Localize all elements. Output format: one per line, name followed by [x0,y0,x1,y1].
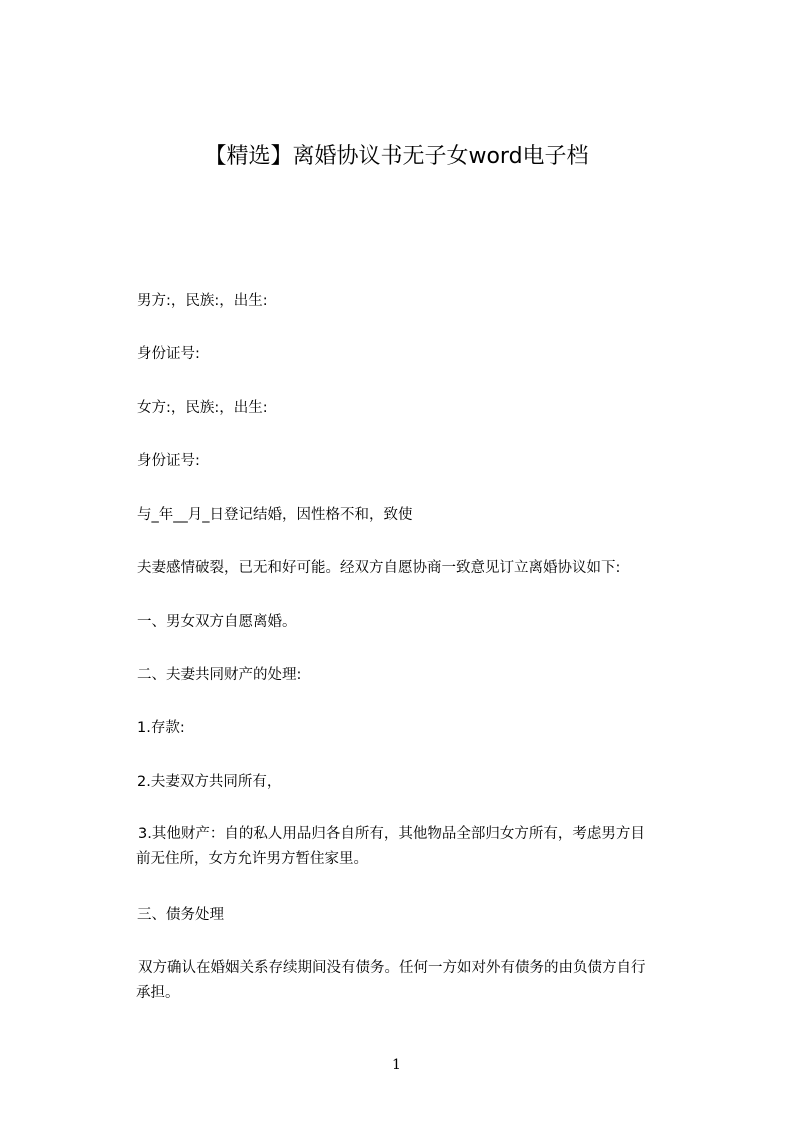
item-other-property-line2: 前无住所，女方允许男方暂住家里。 [136,851,368,867]
item-other-property-line1: 3.其他财产：自的私人用品归各自所有，其他物品全部归女方所有，考虑男方目 [138,826,645,842]
paragraph-marriage-date: 与_年__月_日登记结婚，因性格不和，致使 [137,507,413,523]
paragraph-item-shared: 2.夫妻双方共同所有， [137,774,282,790]
paragraph-relationship: 夫妻感情破裂，已无和好可能。经双方自愿协商一致意见订立离婚协议如下: [137,560,621,576]
document-title: 【精选】离婚协议书无子女word电子档 [204,144,589,169]
paragraph-item-other-property [133,824,703,874]
paragraph-clause-one: 一、男女双方自愿离婚。 [137,614,297,630]
debt-line2: 承担。 [136,985,180,1001]
page-number: 1 [392,1057,401,1073]
paragraph-debt [133,958,703,1008]
debt-line1: 双方确认在婚姻关系存续期间没有债务。任何一方如对外有债务的由负债方自行 [138,960,646,976]
paragraph-clause-three: 三、债务处理 [137,907,224,923]
paragraph-item-deposit: 1.存款: [137,720,185,736]
paragraph-female-info: 女方:，民族:，出生: [137,400,268,416]
paragraph-male-id: 身份证号: [137,346,200,362]
paragraph-clause-two: 二、夫妻共同财产的处理: [137,667,302,683]
paragraph-male-info: 男方:，民族:，出生: [137,293,268,309]
paragraph-female-id: 身份证号: [137,453,200,469]
